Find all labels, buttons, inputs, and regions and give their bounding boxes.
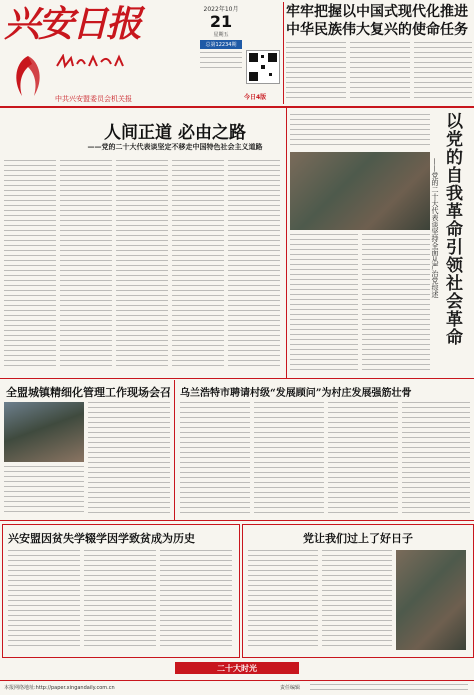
mid-right-story-headline: 乌兰浩特市聘请村级“发展顾问”为村庄发展强筋壮骨 [180, 388, 412, 399]
right-story-subhead: ——党的二十大代表谈坚持全面从严治党综述 [431, 158, 439, 298]
center-story-headline: 人间正道 必由之路 [104, 123, 246, 143]
top-story-text-col1 [286, 42, 346, 102]
right-story-headline: 以党的自我革命引领社会革命 [442, 112, 462, 346]
top-story-text-col3 [414, 42, 472, 102]
party-organ-line: 中共兴安盟委员会机关报 [55, 95, 132, 103]
center-story-text-col1 [4, 160, 56, 370]
bottom-right-story-text-col1 [248, 550, 318, 650]
center-story-text-col4 [172, 160, 224, 370]
center-story-text-col3 [116, 160, 168, 370]
issue-number: 总第12234期 [200, 40, 242, 49]
bottom-left-story-headline: 兴安盟因贫失学辍学因学致贫成为历史 [8, 532, 195, 545]
bottom-left-story-text-col3 [160, 550, 232, 650]
footer-bar [0, 680, 474, 695]
bottom-right-story-photo [396, 550, 466, 650]
top-story-text-col2 [350, 42, 410, 102]
mid-right-story-text-col4 [402, 402, 470, 514]
party-emblem-icon [8, 52, 48, 102]
mid-left-story-text-col2 [4, 466, 84, 514]
masthead-info-text [200, 52, 242, 72]
bottom-left-story-text-col1 [8, 550, 80, 650]
date-weekday: 星期五 [213, 32, 229, 38]
mongolian-script-title [55, 54, 125, 70]
mid-right-story-text-col2 [254, 402, 324, 514]
bottom-right-story-headline: 党让我们过上了好日子 [303, 532, 413, 545]
footer-editor-text [310, 684, 468, 690]
date-day: 21 [209, 12, 233, 31]
bottom-left-story-text-col2 [84, 550, 156, 650]
today-pages-label: 今日4版 [244, 94, 267, 101]
top-story-headline-line2: 中华民族伟大复兴的使命任务 [286, 22, 468, 38]
bottom-right-story-text-col2 [322, 550, 392, 650]
mid-left-story-photo [4, 402, 84, 462]
newspaper-masthead-title: 兴安日报 [4, 3, 141, 45]
center-story-text-col2 [60, 160, 112, 370]
footer-section-band: 二十大时光 [175, 662, 299, 674]
date-year: 2022年10月 [203, 6, 239, 13]
qr-code-icon [246, 50, 280, 84]
top-story-headline-line1: 牢牢把握以中国式现代化推进 [286, 4, 468, 20]
mid-left-story-headline: 全盟城镇精细化管理工作现场会召 [6, 386, 171, 399]
center-story-text-col5 [228, 160, 280, 370]
mid-right-story-text-col1 [180, 402, 250, 514]
date-box [200, 4, 242, 100]
right-story-text-col1 [290, 234, 358, 374]
footer-editor-label: 责任编辑 [280, 685, 301, 691]
right-story-text-top [290, 114, 430, 148]
center-story-subhead: ——党的二十大代表谈坚定不移走中国特色社会主义道路 [87, 142, 263, 151]
right-story-photo [290, 152, 430, 230]
mid-right-story-text-col3 [328, 402, 398, 514]
footer-website: 本报网络地址:http://paper.xingandaily.com.cn [4, 685, 115, 691]
right-story-text-col2 [362, 234, 430, 374]
mid-left-story-text-col1 [88, 402, 170, 514]
